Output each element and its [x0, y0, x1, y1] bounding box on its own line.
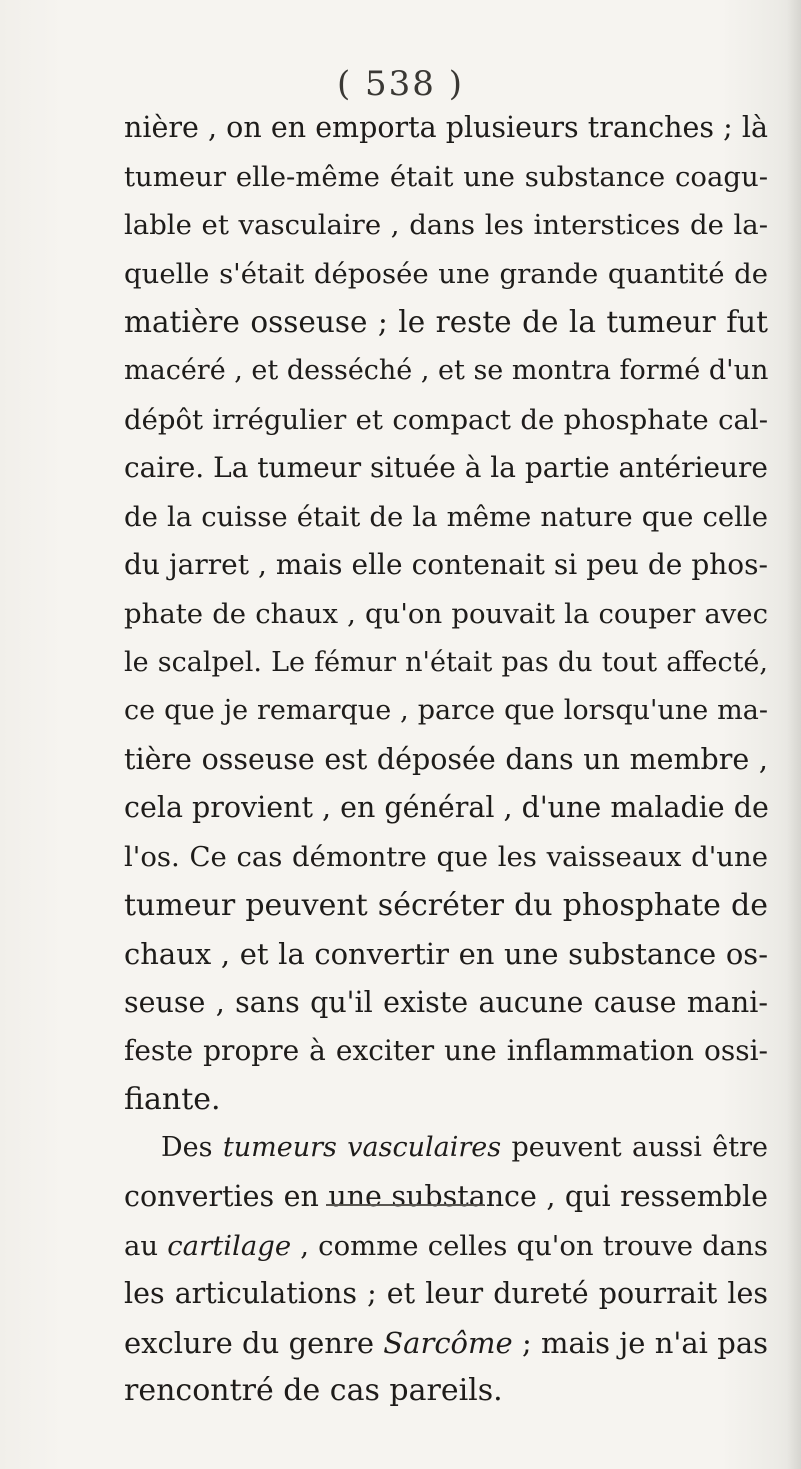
- text-line: du jarret , mais elle contenait si peu de phos-: [124, 548, 768, 582]
- text-line: nière , on en emporta plusieurs tranches ; là: [124, 111, 768, 144]
- page-edge-shadow: [787, 0, 801, 1469]
- text-line: l'os. Ce cas démontre que les vaisseaux d'une: [124, 840, 768, 873]
- text-line: cela provient , en général , d'une maladie de: [124, 791, 769, 825]
- text-segment: , comme celles qu'on trouve dans: [300, 1229, 769, 1262]
- page-number: ( 538 ): [336, 64, 465, 104]
- text-line: lable et vasculaire , dans les interstices de la-: [124, 209, 768, 242]
- text-line: feste propre à exciter une inflammation ossi-: [124, 1034, 768, 1068]
- text-line: seuse , sans qu'il existe aucune cause mani-: [124, 985, 768, 1019]
- text-line: [124, 1222, 768, 1271]
- text-line: de la cuisse était de la même nature que celle: [124, 500, 768, 533]
- page-body-text: [124, 104, 768, 1416]
- text-segment: Des: [161, 1132, 213, 1164]
- italic-term: cartilage: [167, 1229, 292, 1262]
- italic-term: tumeurs vasculaires: [222, 1132, 502, 1164]
- text-segment: ; mais je n'ai pas: [521, 1325, 768, 1360]
- text-segment: peuvent aussi être: [511, 1132, 768, 1164]
- text-line: quelle s'était déposée une grande quantité de: [124, 257, 768, 290]
- text-line: tière osseuse est déposée dans un membre ,: [124, 742, 768, 776]
- text-line: rencontré de cas pareils.: [124, 1373, 503, 1409]
- text-line: caire. La tumeur située à la partie antérieure: [124, 451, 768, 485]
- text-line: tumeur peuvent sécréter du phosphate de: [124, 887, 768, 923]
- text-line: [124, 1124, 768, 1173]
- text-line: converties en une substance , qui ressemble: [124, 1180, 768, 1214]
- italic-term: Sarcôme: [383, 1325, 513, 1360]
- text-line: fiante.: [124, 1081, 221, 1117]
- text-line: macéré , et desséché , et se montra formé d'un: [124, 354, 769, 386]
- text-line: ce que je remarque , parce que lorsqu'une ma-: [124, 695, 768, 727]
- text-line: dépôt irrégulier et compact de phosphate cal-: [124, 403, 768, 436]
- text-segment: exclure du genre: [124, 1325, 374, 1360]
- text-line: les articulations ; et leur dureté pourrait les: [124, 1277, 768, 1311]
- section-rule: [326, 1204, 484, 1206]
- text-line: phate de chaux , qu'on pouvait la couper avec: [124, 597, 768, 630]
- text-line: matière osseuse ; le reste de la tumeur fut: [124, 305, 768, 340]
- text-line: le scalpel. Le fémur n'était pas du tout affecté,: [124, 646, 768, 678]
- text-segment: au: [124, 1229, 159, 1262]
- text-line: chaux , et la convertir en une substance os-: [124, 937, 768, 972]
- text-line: [124, 1319, 768, 1368]
- text-line: tumeur elle-même était une substance coagu-: [124, 160, 768, 193]
